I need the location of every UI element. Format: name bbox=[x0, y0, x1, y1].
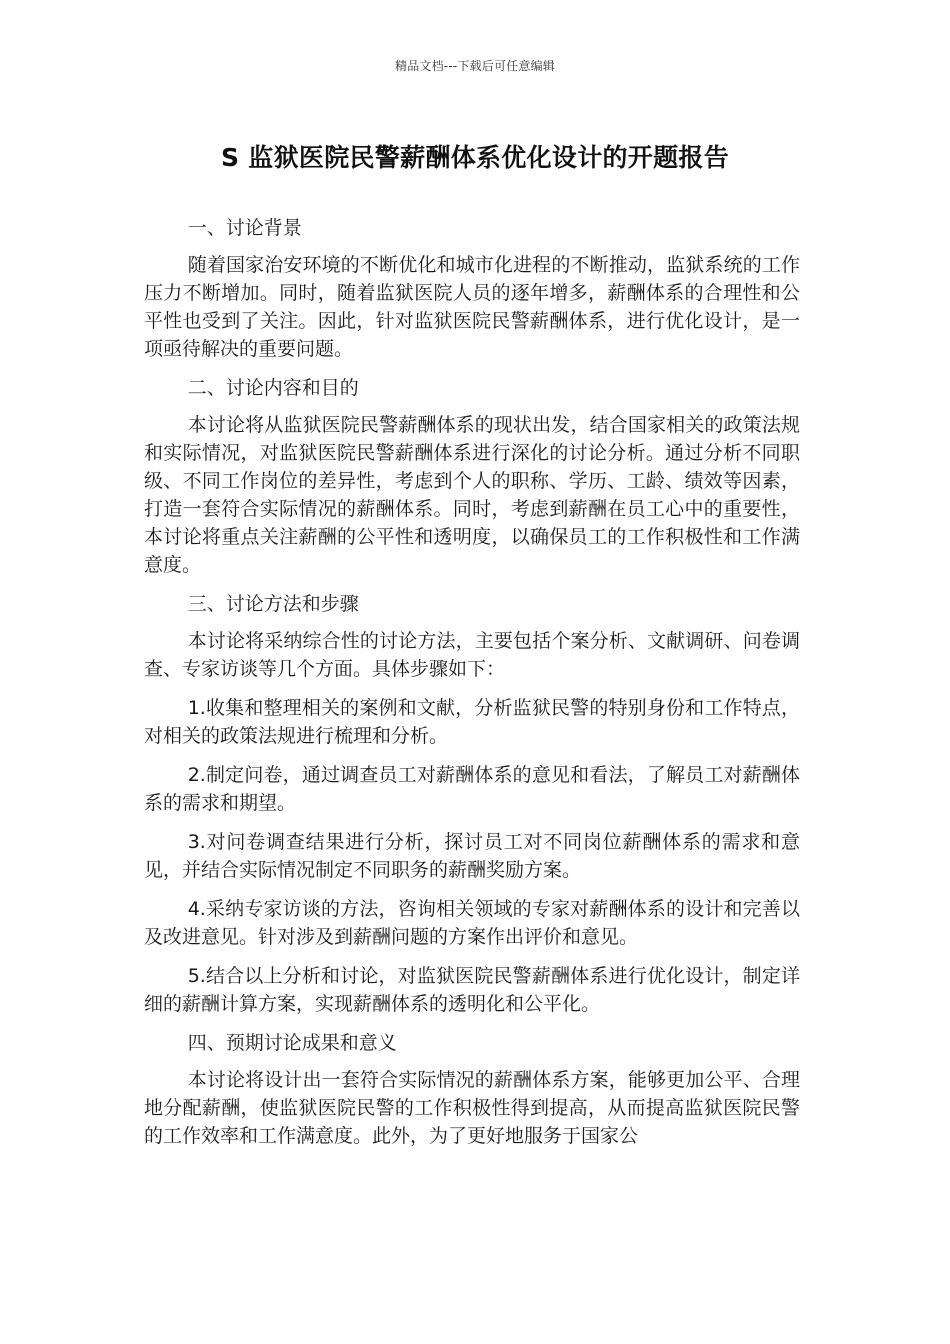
section-3-step-2: 2.制定问卷，通过调查员工对薪酬体系的意见和看法，了解员工对薪酬体系的需求和期望。 bbox=[144, 764, 800, 814]
section-2-heading: 二、讨论内容和目的 bbox=[187, 377, 359, 399]
section-3-step-4: 4.采纳专家访谈的方法，咨询相关领域的专家对薪酬体系的设计和完善以及改进意见。针对涉及到薪酬问题的方案作出评价和意见。 bbox=[144, 898, 800, 948]
section-3-heading: 三、讨论方法和步骤 bbox=[187, 593, 359, 615]
section-1-heading: 一、讨论背景 bbox=[187, 217, 302, 239]
document-title: S 监狱医院民警薪酬体系优化设计的开题报告 bbox=[220, 143, 729, 172]
document-body bbox=[144, 214, 800, 1161]
section-1-paragraph: 随着国家治安环境的不断优化和城市化进程的不断推动，监狱系统的工作压力不断增加。同时，随着监狱医院人员的逐年增多，薪酬体系的合理性和公平性也受到了关注。因此，针对监狱医院民警薪酬体系，进行优化设计，是一项亟待解决的重要问题。 bbox=[144, 254, 800, 360]
section-4-heading: 四、预期讨论成果和意义 bbox=[187, 1032, 397, 1054]
section-3-step-1: 1.收集和整理相关的案例和文献，分析监狱民警的特别身份和工作特点，对相关的政策法规进行梳理和分析。 bbox=[144, 697, 800, 747]
section-2-paragraph: 本讨论将从监狱医院民警薪酬体系的现状出发，结合国家相关的政策法规和实际情况，对监狱医院民警薪酬体系进行深化的讨论分析。通过分析不同职级、不同工作岗位的差异性，考虑到个人的职称、学历、工龄、绩效等因素，打造一套符合实际情况的薪酬体系。同时，考虑到薪酬在员工心中的重要性，本讨论将重点关注薪酬的公平性和透明度，以确保员工的工作积极性和工作满意度。 bbox=[144, 414, 800, 576]
section-4-paragraph: 本讨论将设计出一套符合实际情况的薪酬体系方案，能够更加公平、合理地分配薪酬，使监狱医院民警的工作积极性得到提高，从而提高监狱医院民警的工作效率和工作满意度。此外，为了更好地服务于国家公 bbox=[144, 1069, 800, 1147]
section-3-paragraph: 本讨论将采纳综合性的讨论方法，主要包括个案分析、文献调研、问卷调查、专家访谈等几个方面。具体步骤如下： bbox=[144, 630, 800, 680]
header-note: 精品文档---下载后可任意编辑 bbox=[395, 59, 555, 73]
section-3-step-3: 3.对问卷调查结果进行分析，探讨员工对不同岗位薪酬体系的需求和意见，并结合实际情况制定不同职务的薪酬奖励方案。 bbox=[144, 831, 800, 881]
section-3-step-5: 5.结合以上分析和讨论，对监狱医院民警薪酬体系进行优化设计，制定详细的薪酬计算方案，实现薪酬体系的透明化和公平化。 bbox=[144, 965, 800, 1015]
